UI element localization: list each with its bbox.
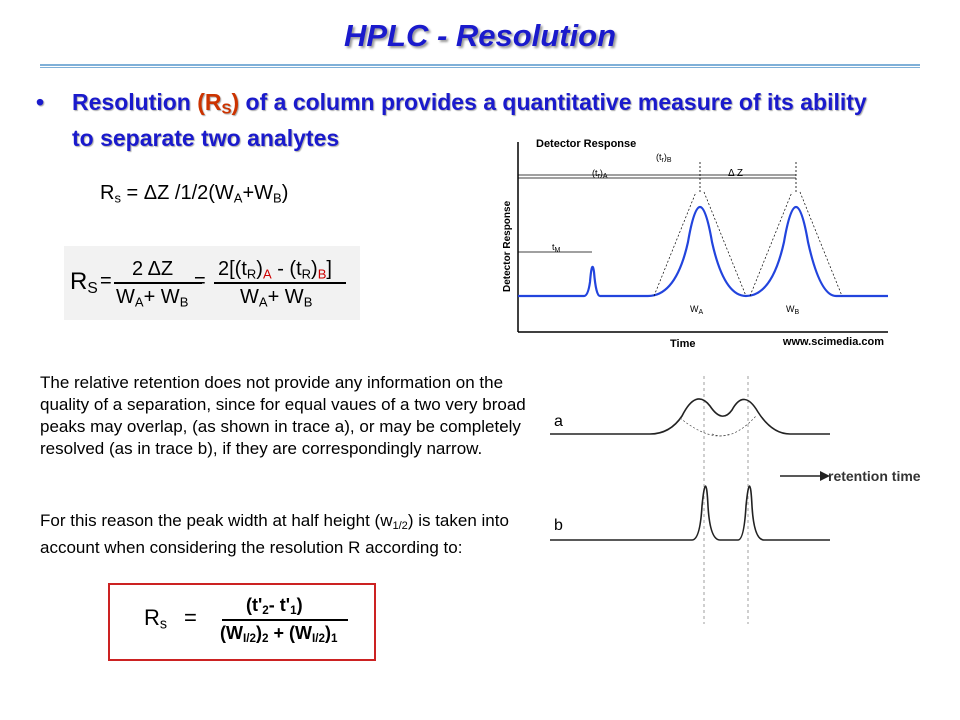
tra-r: r: [597, 173, 600, 180]
retention-time-label: retention time: [828, 468, 921, 484]
box-lhs-r: R: [144, 605, 160, 630]
f2-lhs: [70, 268, 98, 298]
box-lhs: [144, 605, 167, 633]
box-den-plus: + (W: [268, 623, 312, 643]
resolution-chromatogram: [496, 132, 888, 350]
f2-num2-r2: R: [301, 266, 312, 282]
box-num: [246, 595, 303, 617]
f1-plus: +W: [242, 182, 274, 204]
f2-num2-sa: ): [256, 258, 263, 280]
f1-eq: =: [120, 182, 144, 204]
half-height-paragraph: [40, 510, 510, 558]
bullet-pre: Resolution: [72, 89, 198, 115]
tra-end: ): [599, 168, 603, 178]
f2-den2: [240, 286, 312, 309]
f2-num2-subA: A: [262, 266, 272, 282]
tra-t: (t: [592, 168, 598, 178]
f2-den1: [116, 286, 188, 309]
f2-den2-a: A: [258, 294, 268, 310]
trace-b: [550, 486, 830, 540]
f2-lhs-r: R: [70, 268, 88, 295]
f2-den1-b: B: [179, 294, 189, 310]
f1-delta: Δ: [143, 182, 158, 204]
rs-open: (R: [197, 89, 222, 115]
trace-a-overlap-2: [712, 416, 756, 436]
resolution-formula-inline: [100, 182, 288, 205]
trace-a-overlap-1: [680, 418, 730, 436]
f1-sub-a: A: [233, 190, 243, 206]
f2-num2-r: R: [246, 266, 257, 282]
f2-num2: [218, 258, 332, 281]
bullet-post: of a column provides a quantitative measure of its ability to separate two analytes: [72, 89, 867, 151]
trb-end: ): [663, 152, 667, 162]
box-den-b-c: ): [325, 623, 331, 643]
wb-w: W: [786, 304, 795, 314]
chart1-header: Detector Response: [536, 138, 637, 150]
trb-t: (t: [656, 152, 662, 162]
box-num-close: ): [296, 595, 303, 615]
box-den: [220, 623, 338, 645]
page-title: HPLC - Resolution: [343, 18, 617, 53]
f2-num2-close: ]: [326, 258, 332, 280]
tra-s: A: [602, 173, 608, 180]
f2-lhs-sub: S: [87, 279, 98, 297]
f1-lhs: R: [100, 182, 115, 204]
chart1-bg: [496, 132, 888, 350]
f2-num2-m: - (t: [271, 258, 302, 280]
traces-comparison-figure: [540, 376, 940, 624]
f2-fraction-line-1: [114, 282, 202, 284]
box-den-b-n: 1: [331, 631, 338, 645]
trb-s: B: [666, 157, 672, 164]
trb-r: r: [661, 157, 664, 164]
f2-den1-a: A: [134, 294, 144, 310]
box-lhs-sub: s: [159, 616, 168, 633]
dz-label: Δ Z: [728, 168, 744, 179]
chart1-site: www.scimedia.com: [782, 336, 884, 348]
resolution-formula-fraction: [64, 246, 360, 320]
trace-a-label: a: [554, 413, 563, 430]
f2-den1-w: W: [116, 286, 135, 308]
tm-m: M: [554, 247, 561, 254]
para2-post: ) is taken into account when considering the resolution R according to:: [40, 511, 509, 557]
f2-fraction-line-2: [214, 282, 346, 284]
wa-w: W: [690, 304, 699, 314]
relative-retention-paragraph: The relative retention does not provide any information on the quality of a separation, since for equal vaues of a two very broad peaks may overlap, (as shown in trace a), or may be completely resolved (as in trace b), if they are correspondingly narrow.: [40, 373, 526, 458]
f2-den2-plus: + W: [267, 286, 304, 308]
f2-num2-sb: ): [311, 258, 318, 280]
tm-t: t: [552, 242, 555, 252]
wa-s: A: [698, 309, 704, 316]
f2-num2-subB: B: [317, 266, 327, 282]
resolution-formula-box: [108, 583, 376, 661]
box-den-a-c: ): [255, 623, 262, 643]
f2-den2-b: B: [303, 294, 313, 310]
bullet-marker: •: [36, 89, 45, 115]
box-num-2: 2: [262, 603, 269, 617]
box-den-a-s: I/2: [242, 631, 256, 645]
para2-sub: 1/2: [392, 519, 408, 532]
rs-sub: S: [221, 100, 232, 118]
f1-sub-b: B: [273, 190, 282, 206]
chart1-ylabel: Detector Response: [502, 200, 513, 292]
para2-pre: For this reason the peak width at half height (w: [40, 511, 393, 530]
chart1-xlabel: Time: [670, 338, 696, 350]
box-den-b-s: I/2: [312, 631, 325, 645]
f2-num1: 2 ΔZ: [132, 258, 174, 280]
title-rule-thin: [40, 67, 920, 68]
f1-lhs-sub: s: [114, 190, 121, 206]
f2-eq2: =: [194, 270, 206, 292]
f2-num2-a: 2[(t: [218, 258, 247, 280]
box-den-a-n: 2: [261, 631, 269, 645]
trace-b-label: b: [554, 517, 563, 534]
box-num-1: 1: [290, 603, 297, 617]
title-rule: [40, 64, 920, 66]
rs-close: ): [231, 89, 240, 115]
bullet-rs: [197, 89, 240, 118]
box-num-mid: - t': [268, 595, 291, 615]
box-num-t: (t': [246, 595, 263, 615]
box-den-a: (W: [220, 623, 243, 643]
box-fraction-line: [222, 619, 348, 621]
box-eq: =: [184, 605, 197, 630]
wb-s: B: [794, 309, 800, 316]
f2-den1-plus: + W: [143, 286, 180, 308]
f2-eq: =: [100, 270, 112, 292]
trace-a: [550, 399, 830, 434]
f1-close: ): [281, 182, 289, 204]
f2-den2-w: W: [240, 286, 259, 308]
f1-body: Z /1/2(W: [157, 182, 234, 204]
